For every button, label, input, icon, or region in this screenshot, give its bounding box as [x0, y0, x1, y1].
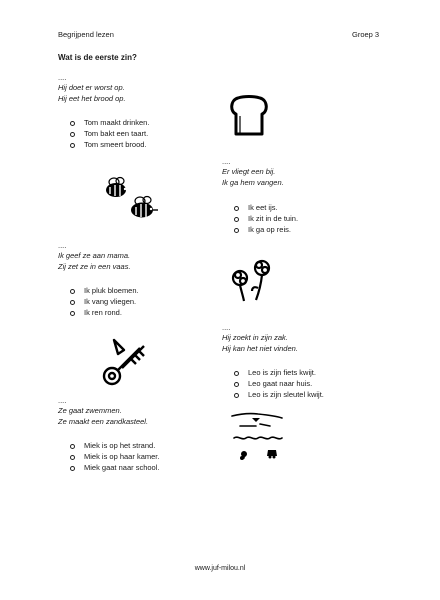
- option-a[interactable]: Ik eet ijs.: [234, 202, 298, 213]
- options-list: [234, 367, 324, 400]
- options-list: [70, 117, 149, 150]
- sentence-2: Hij kan het niet vinden.: [222, 344, 298, 353]
- sentence-2: Zij zet ze in een vaas.: [58, 262, 131, 271]
- beach-icon: [230, 410, 286, 466]
- sentence-1: Ze gaat zwemmen.: [58, 406, 122, 415]
- option-c[interactable]: Tom smeert brood.: [70, 139, 149, 150]
- exercise-4: [222, 324, 324, 400]
- footer-url[interactable]: www.juf-milou.nl: [194, 565, 246, 572]
- option-b[interactable]: Ik zit in de tuin.: [234, 213, 298, 224]
- option-c[interactable]: Miek gaat naar school.: [70, 462, 159, 473]
- option-a[interactable]: Miek is op het strand.: [70, 440, 159, 451]
- flowers-icon: [228, 258, 276, 304]
- sentence-2: Ze maakt een zandkasteel.: [58, 417, 149, 426]
- option-b[interactable]: Tom bakt een taart.: [70, 128, 149, 139]
- answer-blank: ....: [58, 241, 67, 250]
- sentence-1: Hij zoekt in zijn zak.: [222, 333, 288, 342]
- option-c[interactable]: Ik ga op reis.: [234, 224, 298, 235]
- key-icon: [100, 338, 150, 388]
- option-b[interactable]: Ik vang vliegen.: [70, 296, 139, 307]
- answer-blank: ....: [58, 396, 67, 405]
- answer-blank: ....: [58, 73, 67, 82]
- header-subject: Begrijpend lezen: [58, 30, 114, 39]
- sentence-1: Er vliegt een bij.: [222, 167, 276, 176]
- answer-blank: ....: [222, 157, 231, 166]
- sentence-2: Ik ga hem vangen.: [222, 178, 284, 187]
- exercise-3: [58, 242, 139, 318]
- options-list: [70, 285, 139, 318]
- option-a[interactable]: Ik pluk bloemen.: [70, 285, 139, 296]
- option-b[interactable]: Miek is op haar kamer.: [70, 451, 159, 462]
- exercise-1: [58, 74, 149, 150]
- exercise-5: [58, 397, 159, 473]
- option-c[interactable]: Leo is zijn sleutel kwijt.: [234, 389, 324, 400]
- options-list: [70, 440, 159, 473]
- sentence-2: Hij eet het brood op.: [58, 94, 126, 103]
- header-group: Groep 3: [352, 30, 380, 39]
- bread-icon: [228, 94, 270, 138]
- exercise-2: [222, 158, 298, 235]
- page-title: Wat is de eerste zin?: [58, 53, 137, 62]
- option-b[interactable]: Leo gaat naar huis.: [234, 378, 324, 389]
- sentence-1: Ik geef ze aan mama.: [58, 251, 131, 260]
- answer-blank: ....: [222, 323, 231, 332]
- option-a[interactable]: Tom maakt drinken.: [70, 117, 149, 128]
- options-list: [234, 202, 298, 235]
- sentence-1: Hij doet er worst op.: [58, 83, 125, 92]
- option-c[interactable]: Ik ren rond.: [70, 307, 139, 318]
- bees-icon: [100, 176, 160, 222]
- option-a[interactable]: Leo is zijn fiets kwijt.: [234, 367, 324, 378]
